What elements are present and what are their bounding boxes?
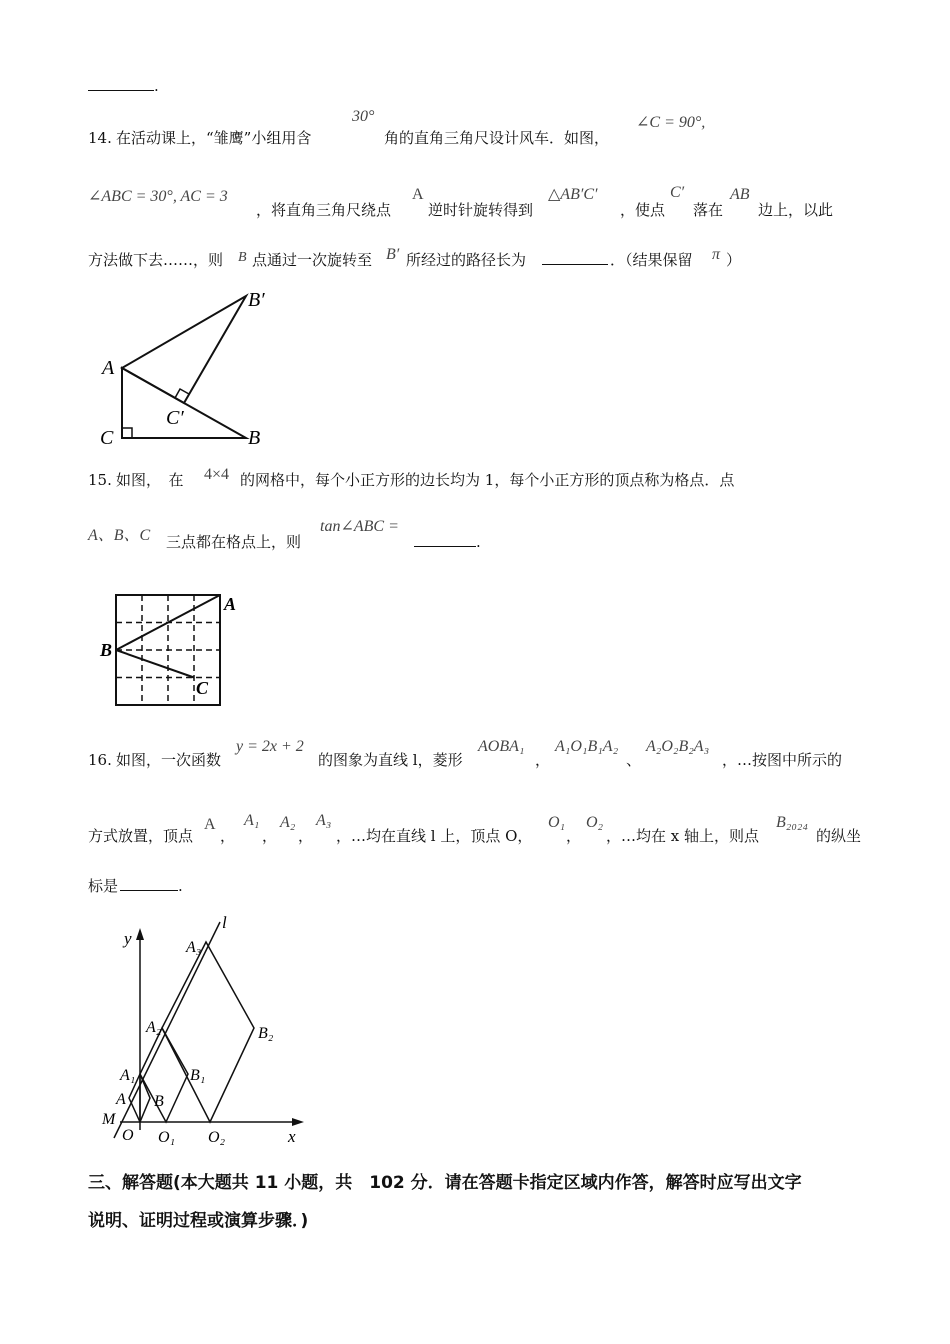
q16-text-5: ，…按图中所示的 <box>722 751 843 769</box>
q16-text-10: ，…均在直线 l 上，顶点 O， <box>336 827 533 845</box>
q14-math-b: B <box>238 250 247 265</box>
label-a: A <box>224 594 237 614</box>
right-angle-mark-c <box>122 428 132 438</box>
label-b1: B₁ <box>190 1067 206 1084</box>
q16-math-function: y = 2x + 2 <box>236 738 304 755</box>
q16-text-14: 标是 <box>88 877 119 895</box>
label-b-prime: B′ <box>248 289 265 311</box>
label-y: y <box>124 929 132 948</box>
q14-text-5: ，使点 <box>620 201 666 219</box>
q16-text-12: ，…均在 x 轴上，则点 <box>606 827 759 845</box>
q16-number: 16. <box>88 751 112 769</box>
q16-math-rhombus-3: A₂O₂B₂A₃ <box>646 738 710 755</box>
line-l <box>114 922 220 1138</box>
q14-text-7: 边上，以此 <box>758 201 834 219</box>
label-x: x <box>288 1127 296 1146</box>
q15-text-3: 三点都在格点上，则 <box>166 533 302 551</box>
label-a: A <box>102 357 115 379</box>
label-o1: O₁ <box>158 1129 176 1146</box>
label-b: B <box>100 640 113 660</box>
q14-text-6: 落在 <box>693 201 724 219</box>
q14-math-b-prime: B′ <box>386 246 400 263</box>
q14-text-11: ．（结果保留 <box>610 251 693 269</box>
q14-text-2: 角的直角三角尺设计风车．如图， <box>384 129 610 147</box>
prev-blank-line: . <box>88 76 159 96</box>
q15-math-abc: A、B、C <box>88 527 151 544</box>
q14-figure <box>96 286 286 452</box>
q15-text-1: 如图， 在 <box>116 471 184 489</box>
q16-text-13: 的纵坐 <box>816 827 862 845</box>
q14-math-c-prime: C′ <box>670 184 685 201</box>
label-a2: A₂ <box>146 1019 162 1036</box>
q14-math-a: A <box>412 186 424 203</box>
q16-answer-blank: . <box>120 876 183 896</box>
q16-text-9: ， <box>298 827 314 845</box>
q14-number: 14. <box>88 129 112 147</box>
label-o2: O₂ <box>208 1129 226 1146</box>
label-b: B <box>154 1093 164 1110</box>
section-3-heading-line-2: 说明、证明过程或演算步骤．) <box>88 1211 309 1231</box>
q16-math-a1: A₁ <box>244 812 260 829</box>
q14-math-c90: ∠C = 90°, <box>636 114 706 131</box>
q16-figure <box>96 912 316 1148</box>
label-o: O <box>122 1127 134 1144</box>
label-a: A <box>116 1091 126 1108</box>
q15-number: 15. <box>88 471 112 489</box>
q14-text-4: 逆时针旋转得到 <box>428 201 534 219</box>
q16-math-o2: O₂ <box>586 814 604 831</box>
q14-math-abc: ∠ABC = 30°, AC = 3 <box>88 188 228 205</box>
q16-text-7: ， <box>220 827 236 845</box>
q14-text-10: 所经过的路径长为 <box>406 251 527 269</box>
q14-text-1: 在活动课上，“雏鹰”小组用含 <box>116 129 312 147</box>
label-a1: A₁ <box>120 1067 136 1084</box>
q15-math-tan: tan∠ABC = <box>320 518 399 535</box>
q15-math-4x4: 4×4 <box>204 466 230 483</box>
label-b2: B₂ <box>258 1025 274 1042</box>
q16-math-a2: A₂ <box>280 814 296 831</box>
q14-text-9: 点通过一次旋转至 <box>252 251 373 269</box>
label-c: C <box>100 427 114 449</box>
q15-figure <box>98 588 248 714</box>
q16-text-6: 方式放置，顶点 <box>88 827 194 845</box>
q14-text-12: ） <box>726 251 742 269</box>
label-l: l <box>222 913 227 932</box>
x-axis-arrow <box>292 1118 304 1126</box>
q14-math-30: 30° <box>352 108 375 125</box>
label-c: C <box>196 678 209 698</box>
q16-math-rhombus-1: AOBA₁ <box>478 738 525 755</box>
y-axis-arrow <box>136 928 144 940</box>
rhombus-a1o1b1a2 <box>140 1028 188 1122</box>
q16-math-rhombus-2: A₁O₁B₁A₂ <box>555 738 619 755</box>
q14-answer-blank <box>542 250 608 270</box>
label-a3: A₃ <box>186 939 202 956</box>
q14-text-3: ，将直角三角尺绕点 <box>256 201 392 219</box>
rhombus-a2o2b2a3 <box>162 942 254 1122</box>
q16-text-8: ， <box>262 827 278 845</box>
label-b: B <box>248 427 261 449</box>
segment-bc <box>116 650 194 678</box>
q16-math-b2024: B₂₀₂₄ <box>776 814 809 831</box>
label-m: M <box>102 1111 116 1128</box>
q16-math-a3: A₃ <box>316 812 332 829</box>
q15-text-2: 的网格中，每个小正方形的边长均为 1，每个小正方形的顶点称为格点．点 <box>240 471 735 489</box>
label-c-prime: C′ <box>166 407 184 429</box>
q14-math-triangle: △AB′C′ <box>548 186 598 203</box>
q16-text-11: ， <box>566 827 582 845</box>
q14-math-pi: π <box>712 246 721 263</box>
q14-text-8: 方法做下去……，则 <box>88 251 224 269</box>
q16-math-a: A <box>204 816 216 833</box>
q16-text-4: 、 <box>626 751 642 769</box>
triangle-ab1c1 <box>122 296 246 403</box>
section-3-heading-line-1: 三、解答题(本大题共 11 小题，共 102 分．请在答题卡指定区域内作答，解答时应写出文字 <box>88 1173 802 1193</box>
q14-math-ab: AB <box>730 186 750 203</box>
q16-text-1: 如图，一次函数 <box>116 751 222 769</box>
q16-text-2: 的图象为直线 l，菱形 <box>318 751 463 769</box>
q16-text-3: ， <box>535 751 551 769</box>
q15-answer-blank: . <box>414 532 481 552</box>
q16-math-o1: O₁ <box>548 814 566 831</box>
